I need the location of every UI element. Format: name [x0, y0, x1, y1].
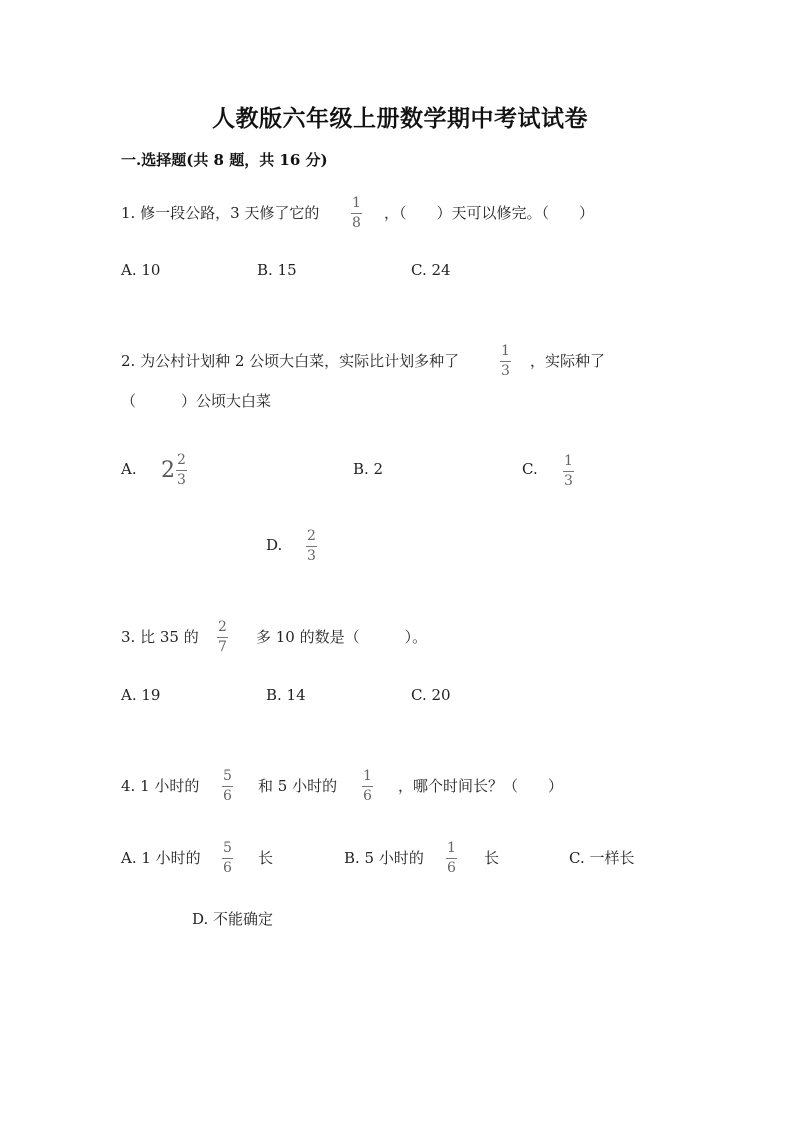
fraction-numerator: 5 — [223, 768, 232, 784]
question-4-option-a[interactable]: A. 1 小时的 — [121, 849, 201, 867]
question-1-option-a[interactable]: A. 10 — [121, 261, 161, 279]
question-2-option-d-fraction — [306, 528, 317, 565]
question-3-fraction — [217, 619, 228, 656]
question-4-option-b-tail: 长 — [484, 849, 500, 867]
question-2-stem: 2. 为公村计划种 2 公顷大白菜，实际比计划多种了 — [121, 352, 460, 370]
fraction-bar — [217, 637, 228, 638]
question-4-stem-tail: ，哪个时间长？（ ） — [398, 777, 564, 795]
question-3-stem-tail: 多 10 的数是（ ）。 — [256, 628, 428, 646]
question-2-option-a[interactable]: A. — [121, 460, 137, 478]
fraction-bar — [362, 786, 373, 787]
fraction-bar — [222, 858, 233, 859]
fraction-numerator: 1 — [501, 343, 510, 359]
question-3-option-a[interactable]: A. 19 — [121, 686, 161, 704]
fraction-numerator: 1 — [564, 453, 573, 469]
fraction-numerator: 2 — [307, 528, 316, 544]
question-2-fraction — [500, 343, 511, 380]
question-4-option-a-tail: 长 — [258, 849, 274, 867]
mixed-fraction — [176, 452, 187, 489]
fraction-numerator: 1 — [363, 768, 372, 784]
question-4-stem: 4. 1 小时的 — [121, 777, 200, 795]
question-1-option-c[interactable]: C. 24 — [411, 261, 451, 279]
question-3-option-b[interactable]: B. 14 — [266, 686, 306, 704]
fraction-denominator: 6 — [447, 860, 456, 876]
fraction-bar — [446, 858, 457, 859]
question-1-option-b[interactable]: B. 15 — [257, 261, 297, 279]
fraction-numerator: 2 — [177, 452, 186, 468]
fraction-denominator: 3 — [307, 548, 316, 564]
question-3-option-c[interactable]: C. 20 — [411, 686, 451, 704]
question-4-option-b[interactable]: B. 5 小时的 — [344, 849, 424, 867]
question-4-fraction-1 — [222, 768, 233, 805]
question-2-option-c[interactable]: C. — [522, 460, 538, 478]
fraction-denominator: 3 — [177, 472, 186, 488]
section-heading: 一.选择题(共 8 题，共 16 分) — [121, 151, 328, 169]
fraction-numerator: 5 — [223, 840, 232, 856]
question-2-option-c-fraction — [563, 453, 574, 490]
fraction-bar — [500, 361, 511, 362]
question-3-stem: 3. 比 35 的 — [121, 628, 199, 646]
question-2-option-d[interactable]: D. — [266, 536, 283, 554]
fraction-denominator: 3 — [501, 363, 510, 379]
question-2-option-a-mixed-number — [161, 452, 187, 489]
fraction-denominator: 8 — [352, 215, 361, 231]
question-1-fraction — [351, 195, 362, 232]
fraction-denominator: 6 — [223, 860, 232, 876]
question-2-option-b[interactable]: B. 2 — [353, 460, 384, 478]
question-2-stem-tail: （ ）公顷大白菜 — [121, 392, 272, 410]
fraction-bar — [351, 213, 362, 214]
question-4-fraction-2 — [362, 768, 373, 805]
question-1-stem-tail: ，（ ）天可以修完。（ ） — [384, 204, 595, 222]
fraction-bar — [306, 546, 317, 547]
question-4-stem-middle: 和 5 小时的 — [258, 777, 338, 795]
fraction-numerator: 2 — [218, 619, 227, 635]
mixed-whole: 2 — [161, 458, 175, 483]
fraction-numerator: 1 — [447, 840, 456, 856]
fraction-denominator: 6 — [223, 788, 232, 804]
page-title: 人教版六年级上册数学期中考试试卷 — [212, 105, 588, 132]
question-4-option-b-fraction — [446, 840, 457, 877]
fraction-bar — [563, 471, 574, 472]
fraction-denominator: 6 — [363, 788, 372, 804]
fraction-bar — [222, 786, 233, 787]
question-4-option-a-fraction — [222, 840, 233, 877]
question-1-stem: 1. 修一段公路，3 天修了它的 — [121, 204, 320, 222]
fraction-denominator: 7 — [218, 639, 227, 655]
fraction-bar — [176, 470, 187, 471]
question-2-stem-middle: ，实际种了 — [530, 352, 606, 370]
question-4-option-d[interactable]: D. 不能确定 — [192, 910, 274, 928]
fraction-denominator: 3 — [564, 473, 573, 489]
question-4-option-c[interactable]: C. 一样长 — [569, 849, 635, 867]
fraction-numerator: 1 — [352, 195, 361, 211]
